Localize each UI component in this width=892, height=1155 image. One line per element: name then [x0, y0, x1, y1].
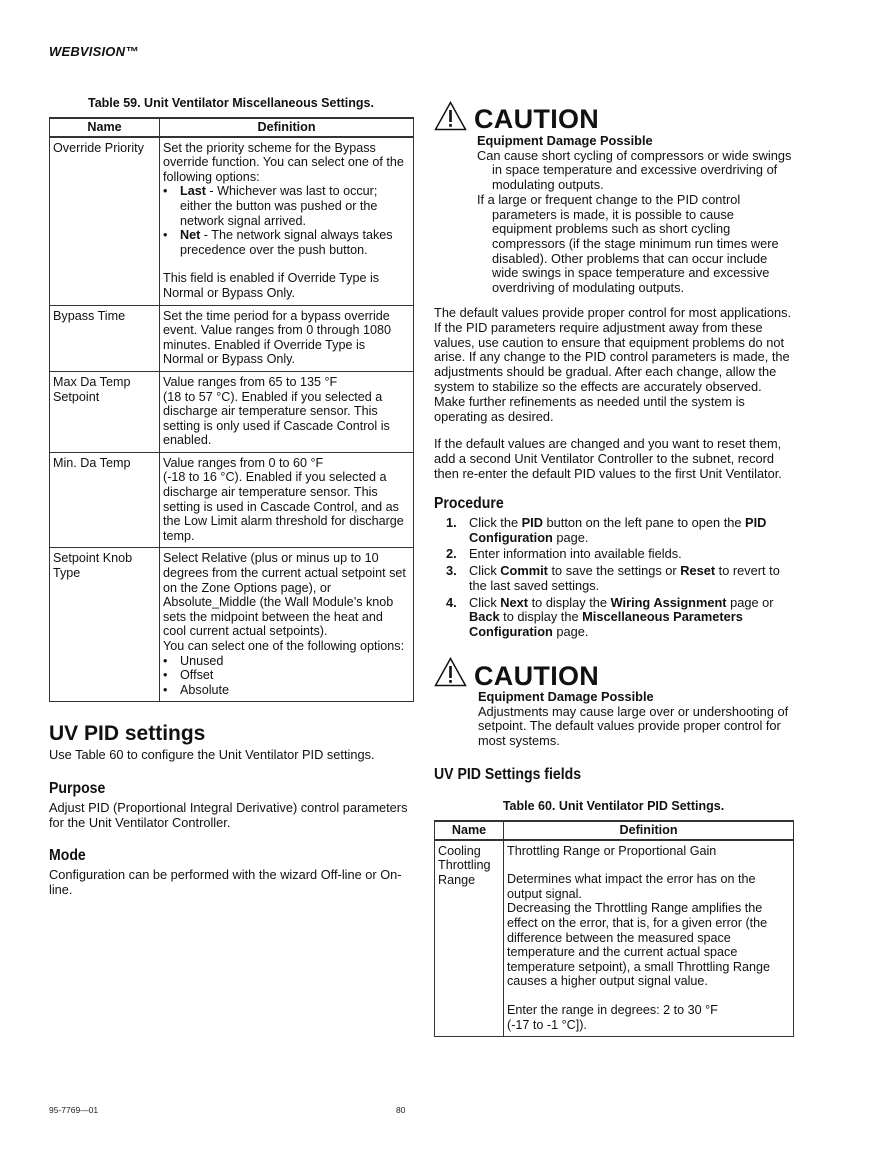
table-row — [50, 371, 414, 452]
table-row — [50, 548, 414, 702]
procedure-step — [434, 547, 793, 562]
definition-text: Value ranges from 0 to 60 °F — [163, 455, 324, 470]
list-item: • Absolute — [180, 683, 409, 698]
step-text: page. — [552, 529, 589, 545]
ui-term: Wiring Assignment — [610, 594, 727, 610]
step-number: 2. — [446, 546, 457, 562]
list-item: • Offset — [180, 668, 409, 683]
step-text: to save the settings or — [547, 563, 681, 579]
step-text: page or — [726, 594, 774, 610]
column-header-name: Name — [435, 821, 504, 840]
ui-term: PID Configuration — [469, 515, 767, 545]
list-item — [180, 184, 409, 228]
table-row — [50, 305, 414, 371]
definition-text: Determines what impact the error has on the output signal. — [507, 872, 756, 901]
definition-text: Decreasing the Throttling Range amplifies the effect on the error, that is, for a given error (the difference between the measured space temperature and the current actual space temperature setpoint), a small Throttling Range causes a higher output signal value. — [507, 901, 770, 989]
table-row — [435, 840, 794, 1037]
options-list — [163, 184, 409, 257]
column-header-definition: Definition — [504, 821, 794, 840]
list-item: • Unused — [180, 654, 409, 669]
table-59-caption: Table 59. Unit Ventilator Miscellaneous Settings. — [88, 96, 374, 110]
ui-term: PID — [521, 515, 543, 530]
table-row — [50, 137, 414, 305]
procedure-step — [434, 564, 793, 593]
option-text: - Whichever was last to occur; either the button was pushed or the network signal arrived. — [180, 184, 378, 228]
footer-page-number: 80 — [396, 1105, 406, 1115]
caution-paragraph: Adjustments may cause large over or undershooting of setpoint. The default values provide proper control for most systems. — [478, 703, 789, 749]
row-definition — [160, 371, 414, 452]
list-item — [180, 228, 409, 257]
caution-body — [478, 690, 790, 749]
step-number: 3. — [446, 563, 457, 579]
step-text: button on the left pane to open the — [542, 515, 746, 530]
step-text: to display the — [528, 594, 611, 610]
step-text: to display the — [499, 609, 583, 625]
table-59 — [49, 117, 414, 702]
caution-title: CAUTION — [474, 661, 600, 691]
procedure-steps — [434, 516, 793, 642]
step-number: 4. — [446, 594, 457, 610]
section-text: Configuration can be performed with the wizard Off-line or On-line. — [49, 867, 402, 898]
option-text: - The network signal always takes precedence over the push button. — [180, 228, 393, 257]
row-name: Max Da Temp Setpoint — [50, 371, 160, 452]
options-list — [163, 654, 409, 698]
section-title-uv-pid-settings: UV PID settings — [49, 722, 206, 745]
row-definition — [504, 840, 794, 1037]
step-text: Click — [469, 594, 501, 610]
step-text: to revert to the last saved settings. — [469, 563, 780, 593]
column-header-name: Name — [50, 118, 160, 137]
definition-text: Select Relative (plus or minus up to 10 degrees from the current actual setpoint set on the Zone Options page), or Absolute_Middle (the Wall Module’s knob sets the midpoint between the heat and cool current actual setpoints). — [163, 551, 406, 639]
definition-note: This field is enabled if Override Type is Normal or Bypass Only. — [163, 271, 380, 300]
row-name: Bypass Time — [50, 305, 160, 371]
footer-doc-number: 95-7769—01 — [49, 1105, 99, 1115]
step-number: 1. — [446, 515, 457, 530]
row-name: Min. Da Temp — [50, 452, 160, 548]
table-60 — [434, 820, 794, 1037]
row-name: Setpoint Knob Type — [50, 548, 160, 702]
body-paragraph: If the default values are changed and you want to reset them, add a second Unit Ventilator Controller to the subnet, record then re-enter the default PID values to the first Unit Ventilator. — [434, 436, 782, 481]
table-60-caption: Table 60. Unit Ventilator PID Settings. — [502, 799, 725, 813]
column-header-definition: Definition — [160, 118, 414, 137]
step-text: page. — [552, 623, 589, 639]
step-text: Enter information into available fields. — [469, 546, 682, 562]
caution-subtitle: Equipment Damage Possible — [477, 133, 653, 148]
row-definition — [160, 137, 414, 305]
step-text: Click the — [469, 515, 522, 530]
warning-triangle-icon — [434, 657, 467, 687]
row-definition — [160, 548, 414, 702]
caution-title: CAUTION — [474, 104, 600, 134]
row-name: Override Priority — [50, 137, 160, 305]
ui-term: Commit — [500, 563, 548, 579]
caution-paragraph: If a large or frequent change to the PID control parameters is made, it is possible to cause equipment problems such as short cycling compressors (if the stage minimum run times were disabled). Other problems that can occur include wide swings in space temperature and excessive overdriving of modulating outputs. — [477, 191, 779, 296]
row-definition: Set the time period for a bypass override event. Value ranges from 0 through 1080 minutes. Enabled if Override Type is Normal or Bypass Only. — [160, 305, 414, 371]
caution-paragraph: Can cause short cycling of compressors or wide swings in space temperature and excessive overdriving of modulating outputs. — [477, 147, 792, 193]
warning-triangle-icon — [434, 101, 467, 131]
table-header-row — [435, 821, 794, 840]
table-row — [50, 452, 414, 548]
body-paragraph: The default values provide proper control for most applications. If the PID parameters require adjustment away from these values, use caution to ensure that equipment problems do not arise. If any change to the PID control parameters is made, the adjustments should be gradual. After each change, allow the system to stabilize so the effects are accurately observed. Make further refinements as needed until the system is operating as desired. — [434, 305, 792, 424]
caution-body — [477, 134, 793, 296]
procedure-step — [434, 516, 793, 545]
ui-term: Next — [500, 594, 529, 610]
row-definition — [160, 452, 414, 548]
ui-term: Miscellaneous Parameters Configuration — [469, 609, 743, 639]
section-text: Adjust PID (Proportional Integral Derivative) control parameters for the Unit Ventilator Controller. — [49, 799, 408, 830]
ui-term: Reset — [680, 563, 716, 579]
option-term: Last — [180, 184, 206, 199]
section-text: Use Table 60 to configure the Unit Ventilator PID settings. — [49, 747, 375, 762]
caution-subtitle: Equipment Damage Possible — [478, 689, 654, 704]
definition-text: Value ranges from 65 to 135 °F — [163, 374, 338, 389]
procedure-step — [434, 596, 793, 640]
option-term: Net — [180, 228, 201, 243]
definition-text: Enter the range in degrees: 2 to 30 °F — [507, 1002, 718, 1017]
section-title-procedure: Procedure — [434, 495, 504, 512]
definition-text: You can select one of the following options: — [163, 639, 405, 653]
step-text: Click — [469, 563, 501, 579]
section-title-purpose: Purpose — [49, 779, 106, 797]
table-header-row — [50, 118, 414, 137]
row-name: Cooling Throttling Range — [435, 840, 504, 1037]
definition-text: (-18 to 16 °C). Enabled if you selected a discharge air temperature sensor. This setting is used in Cascade Control, and as the Low Limit alarm threshold for discharge temp. — [163, 470, 404, 543]
definition-text: Set the priority scheme for the Bypass override function. You can select one of the following options: — [163, 140, 404, 184]
definition-text: (-17 to -1 °C]). — [507, 1017, 587, 1032]
definition-text: (18 to 57 °C). Enabled if you selected a discharge air temperature sensor. This setting is only used if Cascade Control is enabled. — [163, 389, 390, 448]
ui-term: Back — [469, 609, 500, 625]
definition-text: Throttling Range or Proportional Gain — [507, 843, 717, 858]
section-title-uv-pid-settings-fields: UV PID Settings fields — [434, 766, 582, 783]
section-title-mode: Mode — [49, 847, 86, 865]
running-header: WEBVISION™ — [49, 44, 139, 59]
